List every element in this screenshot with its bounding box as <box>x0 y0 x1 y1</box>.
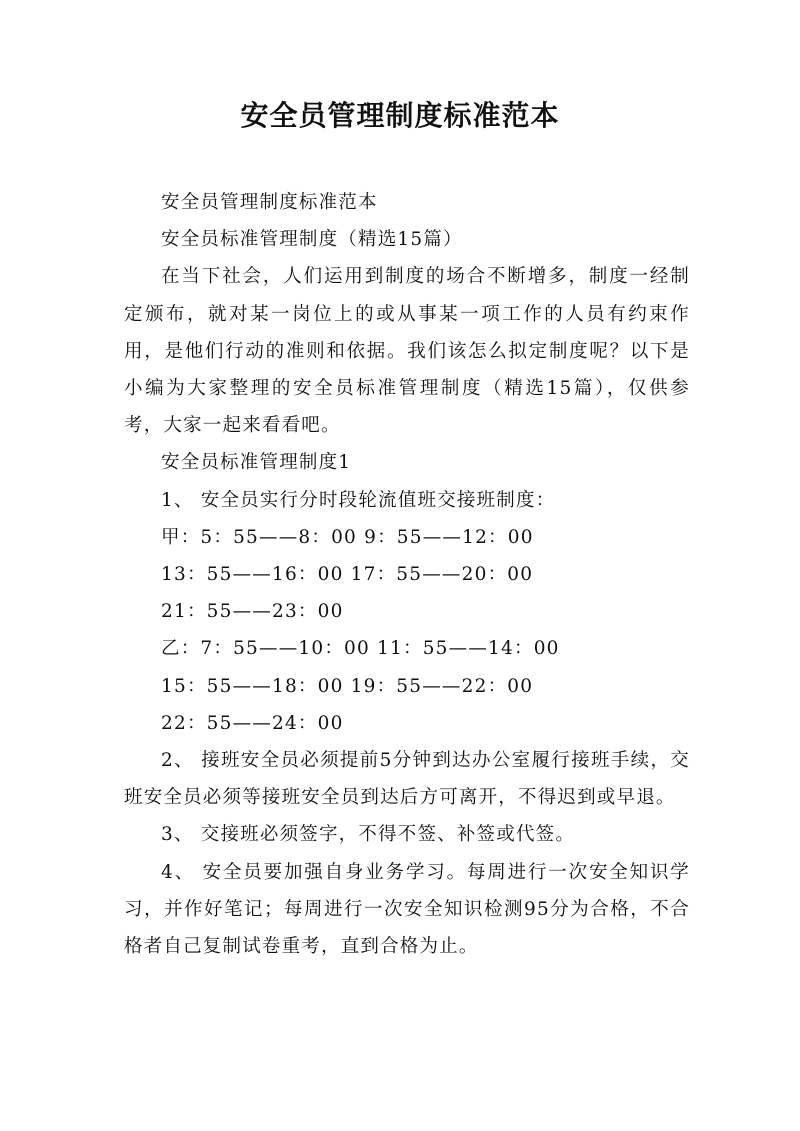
paragraph-item-3: 3、 交接班必须签字，不得不签、补签或代签。 <box>161 824 576 846</box>
schedule-line: 22：55——24：00 <box>161 712 344 734</box>
schedule-line: 乙：7：55——10：00 11：55——14：00 <box>161 638 560 660</box>
schedule-line: 13：55——16：00 17：55——20：00 <box>161 564 534 586</box>
paragraph-heading: 安全员标准管理制度（精选15篇） <box>161 229 463 251</box>
schedule-line: 15：55——18：00 19：55——22：00 <box>161 675 534 697</box>
paragraph-intro: 在当下社会，人们运用到制度的场合不断增多，制度一经制定颁布，就对某一岗位上的或从事某一项工作的人员有约束作用，是他们行动的准则和依据。我们该怎么拟定制度呢？以下是小编为大家整理的安全员标准管理制度（精选15篇），仅供参考，大家一起来看看吧。 <box>124 266 690 437</box>
document-title: 安全员管理制度标准范本 <box>240 99 560 132</box>
document-body <box>124 184 690 965</box>
paragraph-item-2: 2、 接班安全员必须提前5分钟到达办公室履行接班手续，交班安全员必须等接班安全员到达后方可离开，不得迟到或早退。 <box>124 750 690 809</box>
schedule-line: 甲：5：55——8：00 9：55——12：00 <box>161 526 534 548</box>
paragraph-subtitle: 安全员管理制度标准范本 <box>161 192 378 213</box>
schedule-line: 21：55——23：00 <box>161 601 344 623</box>
paragraph-section-heading: 安全员标准管理制度1 <box>161 452 352 474</box>
paragraph-item-1: 1、 安全员实行分时段轮流值班交接班制度： <box>161 489 556 511</box>
paragraph-item-4: 4、 安全员要加强自身业务学习。每周进行一次安全知识学习，并作好笔记；每周进行一次安全知识检测95分为合格，不合格者自己复制试卷重考，直到合格为止。 <box>124 861 690 958</box>
